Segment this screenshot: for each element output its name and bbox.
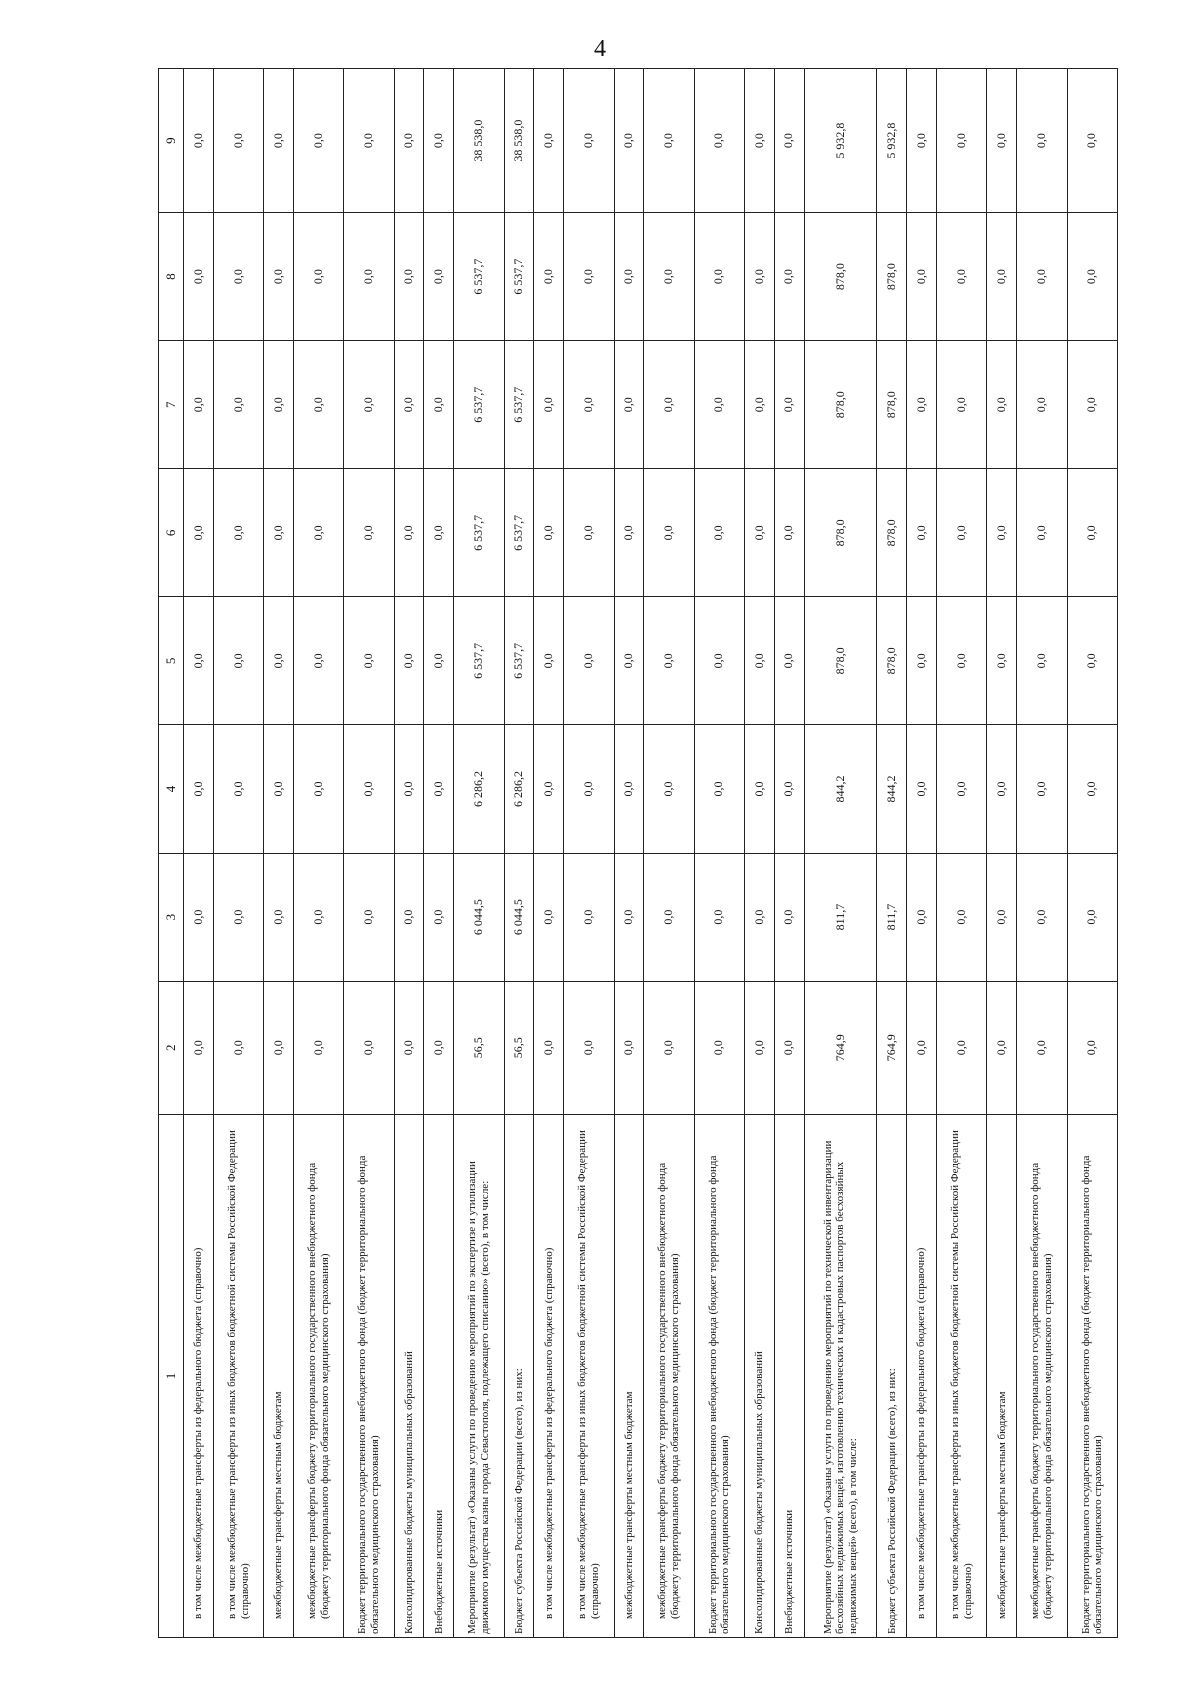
row-label: в том числе межбюджетные трансферты из иных бюджетов бюджетной системы Российской Федерации (справочно) (937, 1115, 987, 1638)
table-frame (158, 68, 1118, 1638)
row-label: Бюджет субъекта Российской Федерации (всего), из них: (877, 1115, 907, 1638)
row-label: межбюджетные трансферты местным бюджетам (264, 1115, 294, 1638)
row-label: Консолидированные бюджеты муниципальных образований (744, 1115, 774, 1638)
table-row (213, 69, 263, 1638)
value-cell: 0,0 (614, 725, 644, 853)
value-cell: 0,0 (774, 69, 804, 213)
value-cell: 0,0 (424, 341, 454, 469)
value-cell: 0,0 (1067, 725, 1117, 853)
value-cell: 0,0 (907, 853, 937, 981)
value-cell: 0,0 (344, 597, 394, 725)
value-cell: 0,0 (294, 469, 344, 597)
value-cell: 0,0 (644, 341, 694, 469)
value-cell: 878,0 (877, 597, 907, 725)
value-cell: 0,0 (213, 69, 263, 213)
table-row (394, 69, 424, 1638)
value-cell: 0,0 (184, 853, 214, 981)
value-cell: 0,0 (987, 853, 1017, 981)
value-cell: 0,0 (774, 341, 804, 469)
value-cell: 0,0 (564, 981, 614, 1114)
row-label: Консолидированные бюджеты муниципальных образований (394, 1115, 424, 1638)
value-cell: 0,0 (907, 597, 937, 725)
table-row (694, 69, 744, 1638)
value-cell: 0,0 (424, 853, 454, 981)
value-cell: 0,0 (344, 853, 394, 981)
value-cell: 0,0 (424, 69, 454, 213)
value-cell: 0,0 (614, 341, 644, 469)
column-header: 9 (159, 69, 184, 213)
value-cell: 5 932,8 (804, 69, 877, 213)
value-cell: 0,0 (184, 725, 214, 853)
table-row (1017, 69, 1067, 1638)
row-label: Внебюджетные источники (774, 1115, 804, 1638)
table-row (614, 69, 644, 1638)
value-cell: 0,0 (264, 469, 294, 597)
value-cell: 56,5 (454, 981, 504, 1114)
value-cell: 0,0 (264, 69, 294, 213)
value-cell: 0,0 (264, 597, 294, 725)
value-cell: 0,0 (344, 213, 394, 341)
value-cell: 0,0 (614, 981, 644, 1114)
value-cell: 0,0 (744, 981, 774, 1114)
value-cell: 0,0 (264, 341, 294, 469)
value-cell: 0,0 (694, 213, 744, 341)
value-cell: 0,0 (1017, 725, 1067, 853)
value-cell: 6 537,7 (454, 213, 504, 341)
value-cell: 0,0 (644, 853, 694, 981)
row-label: межбюджетные трансферты бюджету территориального государственного внебюджетного фонда (бюджету территориального фонда обязательного медицинского страхования) (1017, 1115, 1067, 1638)
value-cell: 878,0 (804, 341, 877, 469)
value-cell: 0,0 (774, 213, 804, 341)
value-cell: 0,0 (264, 725, 294, 853)
value-cell: 0,0 (987, 597, 1017, 725)
value-cell: 0,0 (744, 213, 774, 341)
row-label: Бюджет территориального государственного внебюджетного фонда (бюджет территориального фонда обязательного медицинского страхования) (344, 1115, 394, 1638)
value-cell: 6 537,7 (454, 341, 504, 469)
value-cell: 0,0 (1017, 213, 1067, 341)
value-cell: 0,0 (394, 725, 424, 853)
table-row (1067, 69, 1117, 1638)
value-cell: 0,0 (564, 213, 614, 341)
value-cell: 6 537,7 (504, 597, 534, 725)
value-cell: 0,0 (424, 597, 454, 725)
table-row (744, 69, 774, 1638)
value-cell: 6 286,2 (454, 725, 504, 853)
value-cell: 878,0 (877, 213, 907, 341)
value-cell: 0,0 (184, 981, 214, 1114)
row-label: в том числе межбюджетные трансферты из иных бюджетов бюджетной системы Российской Федерации (справочно) (213, 1115, 263, 1638)
value-cell: 0,0 (1017, 341, 1067, 469)
value-cell: 0,0 (394, 853, 424, 981)
value-cell: 5 932,8 (877, 69, 907, 213)
value-cell: 764,9 (877, 981, 907, 1114)
value-cell: 0,0 (614, 469, 644, 597)
value-cell: 0,0 (213, 853, 263, 981)
row-label: в том числе межбюджетные трансферты из федерального бюджета (справочно) (907, 1115, 937, 1638)
column-header: 6 (159, 469, 184, 597)
value-cell: 0,0 (907, 69, 937, 213)
value-cell: 0,0 (1017, 469, 1067, 597)
value-cell: 0,0 (907, 981, 937, 1114)
value-cell: 0,0 (907, 341, 937, 469)
value-cell: 0,0 (424, 469, 454, 597)
value-cell: 56,5 (504, 981, 534, 1114)
value-cell: 38 538,0 (454, 69, 504, 213)
value-cell: 878,0 (804, 597, 877, 725)
value-cell: 0,0 (937, 213, 987, 341)
value-cell: 0,0 (564, 597, 614, 725)
column-header: 4 (159, 725, 184, 853)
value-cell: 0,0 (394, 341, 424, 469)
table-row (184, 69, 214, 1638)
value-cell: 811,7 (877, 853, 907, 981)
value-cell: 0,0 (1017, 69, 1067, 213)
value-cell: 0,0 (564, 469, 614, 597)
value-cell: 0,0 (987, 981, 1017, 1114)
value-cell: 0,0 (264, 213, 294, 341)
value-cell: 0,0 (534, 981, 564, 1114)
value-cell: 0,0 (644, 981, 694, 1114)
value-cell: 0,0 (694, 853, 744, 981)
value-cell: 0,0 (744, 853, 774, 981)
value-cell: 0,0 (534, 725, 564, 853)
value-cell: 6 537,7 (454, 597, 504, 725)
row-label: Мероприятие (результат) «Оказаны услуги по проведению мероприятий по экспертизе и утилизации движимого имущества казны города Севастополя, подлежащего списанию» (всего), в том числе: (454, 1115, 504, 1638)
value-cell: 0,0 (644, 597, 694, 725)
row-label: межбюджетные трансферты местным бюджетам (614, 1115, 644, 1638)
value-cell: 0,0 (1067, 69, 1117, 213)
value-cell: 0,0 (987, 725, 1017, 853)
table-row (907, 69, 937, 1638)
column-header: 2 (159, 981, 184, 1114)
value-cell: 0,0 (294, 853, 344, 981)
value-cell: 0,0 (344, 725, 394, 853)
value-cell: 0,0 (774, 853, 804, 981)
value-cell: 6 537,7 (454, 469, 504, 597)
value-cell: 0,0 (294, 725, 344, 853)
value-cell: 0,0 (564, 853, 614, 981)
value-cell: 0,0 (614, 213, 644, 341)
value-cell: 0,0 (344, 469, 394, 597)
row-label: в том числе межбюджетные трансферты из федерального бюджета (справочно) (184, 1115, 214, 1638)
value-cell: 0,0 (744, 341, 774, 469)
value-cell: 0,0 (937, 69, 987, 213)
column-header: 3 (159, 853, 184, 981)
value-cell: 6 537,7 (504, 469, 534, 597)
value-cell: 0,0 (644, 69, 694, 213)
value-cell: 6 044,5 (504, 853, 534, 981)
value-cell: 0,0 (213, 469, 263, 597)
value-cell: 0,0 (694, 341, 744, 469)
row-label: в том числе межбюджетные трансферты из иных бюджетов бюджетной системы Российской Федерации (справочно) (564, 1115, 614, 1638)
value-cell: 0,0 (1067, 597, 1117, 725)
value-cell: 0,0 (213, 981, 263, 1114)
value-cell: 0,0 (937, 597, 987, 725)
value-cell: 0,0 (744, 597, 774, 725)
value-cell: 0,0 (184, 69, 214, 213)
table-body (184, 69, 1118, 1638)
value-cell: 0,0 (774, 725, 804, 853)
value-cell: 0,0 (534, 597, 564, 725)
value-cell: 0,0 (694, 981, 744, 1114)
row-label: межбюджетные трансферты бюджету территориального государственного внебюджетного фонда (бюджету территориального фонда обязательного медицинского страхования) (644, 1115, 694, 1638)
value-cell: 0,0 (644, 469, 694, 597)
value-cell: 0,0 (774, 597, 804, 725)
value-cell: 0,0 (394, 597, 424, 725)
value-cell: 878,0 (804, 469, 877, 597)
table-row (644, 69, 694, 1638)
value-cell: 0,0 (1017, 597, 1067, 725)
value-cell: 0,0 (213, 341, 263, 469)
value-cell: 0,0 (774, 469, 804, 597)
table-row (564, 69, 614, 1638)
value-cell: 0,0 (294, 213, 344, 341)
column-header: 8 (159, 213, 184, 341)
value-cell: 0,0 (184, 213, 214, 341)
value-cell: 0,0 (937, 469, 987, 597)
row-label: межбюджетные трансферты бюджету территориального государственного внебюджетного фонда (бюджету территориального фонда обязательного медицинского страхования) (294, 1115, 344, 1638)
value-cell: 0,0 (294, 341, 344, 469)
row-label: Бюджет территориального государственного внебюджетного фонда (бюджет территориального фонда обязательного медицинского страхования) (1067, 1115, 1117, 1638)
value-cell: 0,0 (1017, 853, 1067, 981)
table-row (534, 69, 564, 1638)
value-cell: 0,0 (987, 213, 1017, 341)
value-cell: 0,0 (937, 981, 987, 1114)
row-label: в том числе межбюджетные трансферты из федерального бюджета (справочно) (534, 1115, 564, 1638)
value-cell: 0,0 (294, 981, 344, 1114)
value-cell: 0,0 (774, 981, 804, 1114)
value-cell: 0,0 (264, 853, 294, 981)
table-row (877, 69, 907, 1638)
value-cell: 0,0 (424, 725, 454, 853)
value-cell: 0,0 (987, 469, 1017, 597)
value-cell: 0,0 (1067, 213, 1117, 341)
table-row (344, 69, 394, 1638)
value-cell: 0,0 (694, 725, 744, 853)
value-cell: 0,0 (744, 469, 774, 597)
value-cell: 38 538,0 (504, 69, 534, 213)
value-cell: 0,0 (644, 725, 694, 853)
value-cell: 0,0 (987, 69, 1017, 213)
table-row (804, 69, 877, 1638)
row-label: Бюджет субъекта Российской Федерации (всего), из них: (504, 1115, 534, 1638)
value-cell: 0,0 (184, 341, 214, 469)
value-cell: 0,0 (907, 725, 937, 853)
value-cell: 0,0 (744, 725, 774, 853)
value-cell: 0,0 (744, 69, 774, 213)
value-cell: 0,0 (394, 69, 424, 213)
value-cell: 0,0 (1067, 981, 1117, 1114)
value-cell: 0,0 (534, 341, 564, 469)
value-cell: 0,0 (213, 725, 263, 853)
rotated-table-container (158, 68, 1118, 1638)
value-cell: 0,0 (184, 469, 214, 597)
row-label: Внебюджетные источники (424, 1115, 454, 1638)
value-cell: 844,2 (804, 725, 877, 853)
value-cell: 0,0 (344, 69, 394, 213)
value-cell: 0,0 (1067, 341, 1117, 469)
value-cell: 0,0 (694, 69, 744, 213)
value-cell: 0,0 (264, 981, 294, 1114)
value-cell: 878,0 (877, 341, 907, 469)
value-cell: 0,0 (564, 69, 614, 213)
value-cell: 0,0 (907, 469, 937, 597)
value-cell: 0,0 (184, 597, 214, 725)
value-cell: 811,7 (804, 853, 877, 981)
value-cell: 0,0 (534, 213, 564, 341)
value-cell: 0,0 (1017, 981, 1067, 1114)
value-cell: 6 537,7 (504, 213, 534, 341)
value-cell: 6 044,5 (454, 853, 504, 981)
row-label: Бюджет территориального государственного внебюджетного фонда (бюджет территориального фонда обязательного медицинского страхования) (694, 1115, 744, 1638)
row-label: межбюджетные трансферты местным бюджетам (987, 1115, 1017, 1638)
row-label: Мероприятие (результат) «Оказаны услуги по проведению мероприятий по технической инвентаризации бесхозяйных недвижимых вещей, изготовлению технических и кадастровых паспортов бесхозяйных недвижимых вещей» (всего), в том числе: (804, 1115, 877, 1638)
value-cell: 0,0 (937, 341, 987, 469)
table-row (264, 69, 294, 1638)
value-cell: 764,9 (804, 981, 877, 1114)
value-cell: 0,0 (907, 213, 937, 341)
value-cell: 0,0 (424, 213, 454, 341)
value-cell: 0,0 (644, 213, 694, 341)
value-cell: 0,0 (987, 341, 1017, 469)
value-cell: 0,0 (614, 853, 644, 981)
value-cell: 0,0 (534, 853, 564, 981)
budget-table (158, 68, 1118, 1638)
value-cell: 0,0 (534, 69, 564, 213)
value-cell: 0,0 (694, 469, 744, 597)
value-cell: 6 537,7 (504, 341, 534, 469)
value-cell: 0,0 (394, 213, 424, 341)
table-row (774, 69, 804, 1638)
value-cell: 0,0 (394, 981, 424, 1114)
table-row (294, 69, 344, 1638)
value-cell: 878,0 (877, 469, 907, 597)
table-row (504, 69, 534, 1638)
value-cell: 0,0 (424, 981, 454, 1114)
value-cell: 0,0 (1067, 469, 1117, 597)
value-cell: 844,2 (877, 725, 907, 853)
value-cell: 0,0 (694, 597, 744, 725)
table-row (937, 69, 987, 1638)
table-row (987, 69, 1017, 1638)
column-header: 5 (159, 597, 184, 725)
value-cell: 0,0 (564, 341, 614, 469)
value-cell: 0,0 (344, 341, 394, 469)
value-cell: 6 286,2 (504, 725, 534, 853)
column-header: 1 (159, 1115, 184, 1638)
value-cell: 0,0 (213, 213, 263, 341)
value-cell: 0,0 (1067, 853, 1117, 981)
value-cell: 0,0 (394, 469, 424, 597)
value-cell: 0,0 (937, 853, 987, 981)
value-cell: 0,0 (213, 597, 263, 725)
value-cell: 0,0 (614, 597, 644, 725)
value-cell: 0,0 (534, 469, 564, 597)
page-number: 4 (594, 36, 606, 62)
table-row (424, 69, 454, 1638)
value-cell: 0,0 (614, 69, 644, 213)
value-cell: 0,0 (294, 69, 344, 213)
value-cell: 0,0 (937, 725, 987, 853)
header-row (159, 69, 184, 1638)
value-cell: 0,0 (294, 597, 344, 725)
value-cell: 878,0 (804, 213, 877, 341)
value-cell: 0,0 (564, 725, 614, 853)
value-cell: 0,0 (344, 981, 394, 1114)
column-header: 7 (159, 341, 184, 469)
table-row (454, 69, 504, 1638)
